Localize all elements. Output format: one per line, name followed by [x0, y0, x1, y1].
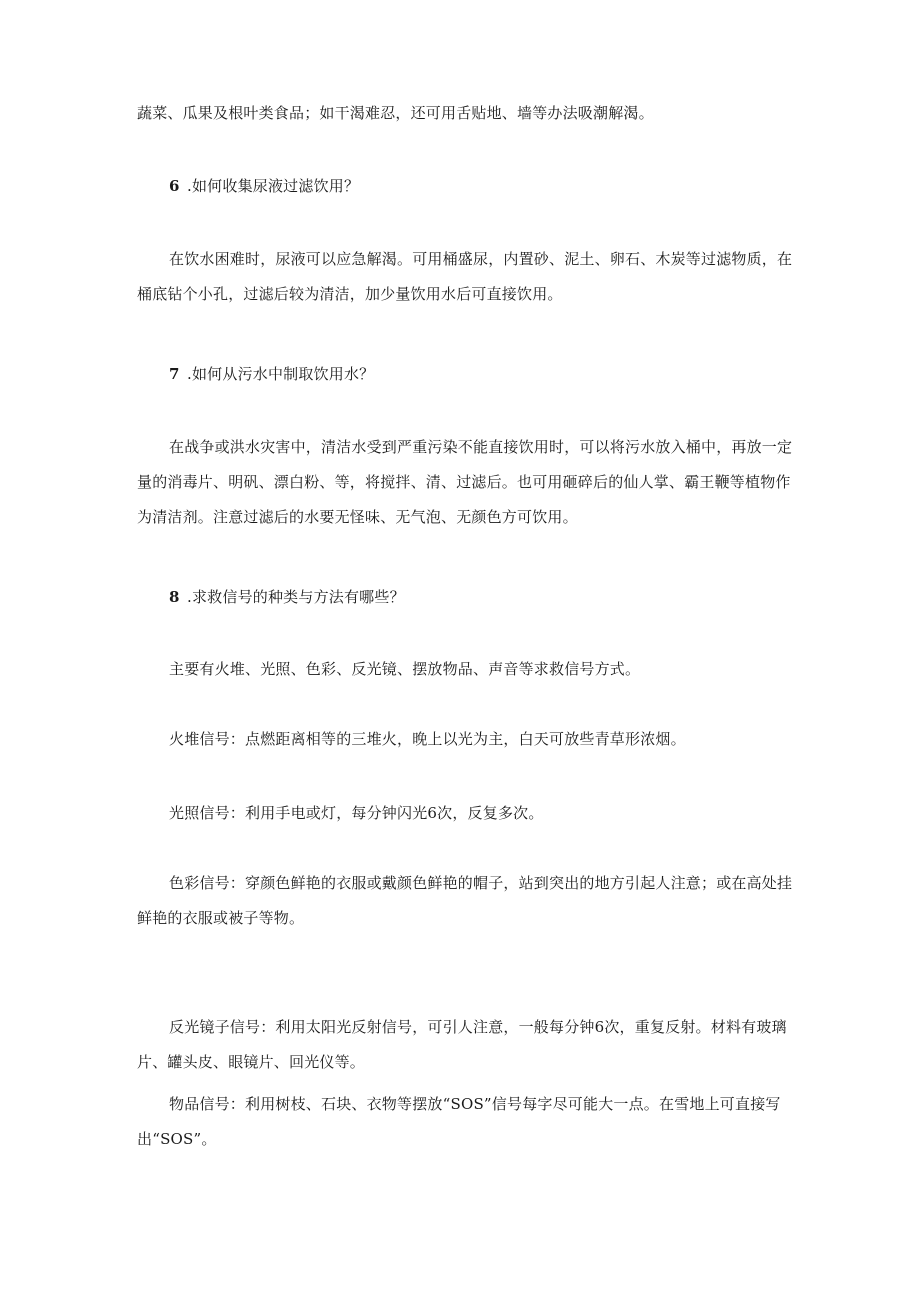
question-7-number: 7	[169, 365, 180, 383]
question-8-text: .求救信号的种类与方法有哪些？	[187, 588, 405, 606]
question-6-text: .如何收集尿液过滤饮用？	[187, 177, 360, 195]
question-7-text: .如何从污水中制取饮用水？	[187, 365, 375, 383]
paragraph-signal-types: 主要有火堆、光照、色彩、反光镜、摆放物品、声音等求救信号方式。	[169, 660, 641, 678]
paragraph-fire-signal: 火堆信号：点燃距离相等的三堆火，晚上以光为主，白天可放些青草形浓烟。	[169, 730, 686, 748]
question-7-heading	[137, 357, 797, 392]
paragraph-sewage-water: 在战争或洪水灾害中，清洁水受到严重污染不能直接饮用时，可以将污水放入桶中，再放一定量的消毒片、明矾、漂白粉、等，将搅拌、清、过滤后。也可用砸碎后的仙人掌、霸王鞭等植物作为清洁剂。注意过滤后的水要无怪味、无气泡、无颜色方可饮用。	[137, 438, 793, 526]
paragraph-color-signal: 色彩信号：穿颜色鲜艳的衣服或戴颜色鲜艳的帽子，站到突出的地方引起人注意；或在高处挂鲜艳的衣服或被子等物。	[137, 874, 793, 927]
question-8-heading	[137, 580, 797, 615]
paragraph-intro-continued: 蔬菜、瓜果及根叶类食品；如干渴难忍，还可用舌贴地、墙等办法吸潮解渴。	[137, 104, 654, 122]
paragraph-light-signal: 光照信号：利用手电或灯，每分钟闪光6次，反复多次。	[169, 804, 544, 822]
paragraph-mirror-signal: 反光镜子信号：利用太阳光反射信号，可引人注意，一般每分钟6次，重复反射。材料有玻璃片、罐头皮、眼镜片、回光仪等。	[137, 1018, 787, 1071]
paragraph-urine-filter: 在饮水困难时，尿液可以应急解渴。可用桶盛尿，内置砂、泥土、卵石、木炭等过滤物质，在桶底钻个小孔，过滤后较为清洁，加少量饮用水后可直接饮用。	[137, 250, 793, 303]
question-6-heading	[137, 169, 797, 204]
question-8-number: 8	[169, 588, 180, 606]
question-6-number: 6	[169, 177, 180, 195]
paragraph-object-signal: 物品信号：利用树枝、石块、衣物等摆放“SOS”信号每字尽可能大一点。在雪地上可直接写出“SOS”。	[137, 1095, 781, 1148]
